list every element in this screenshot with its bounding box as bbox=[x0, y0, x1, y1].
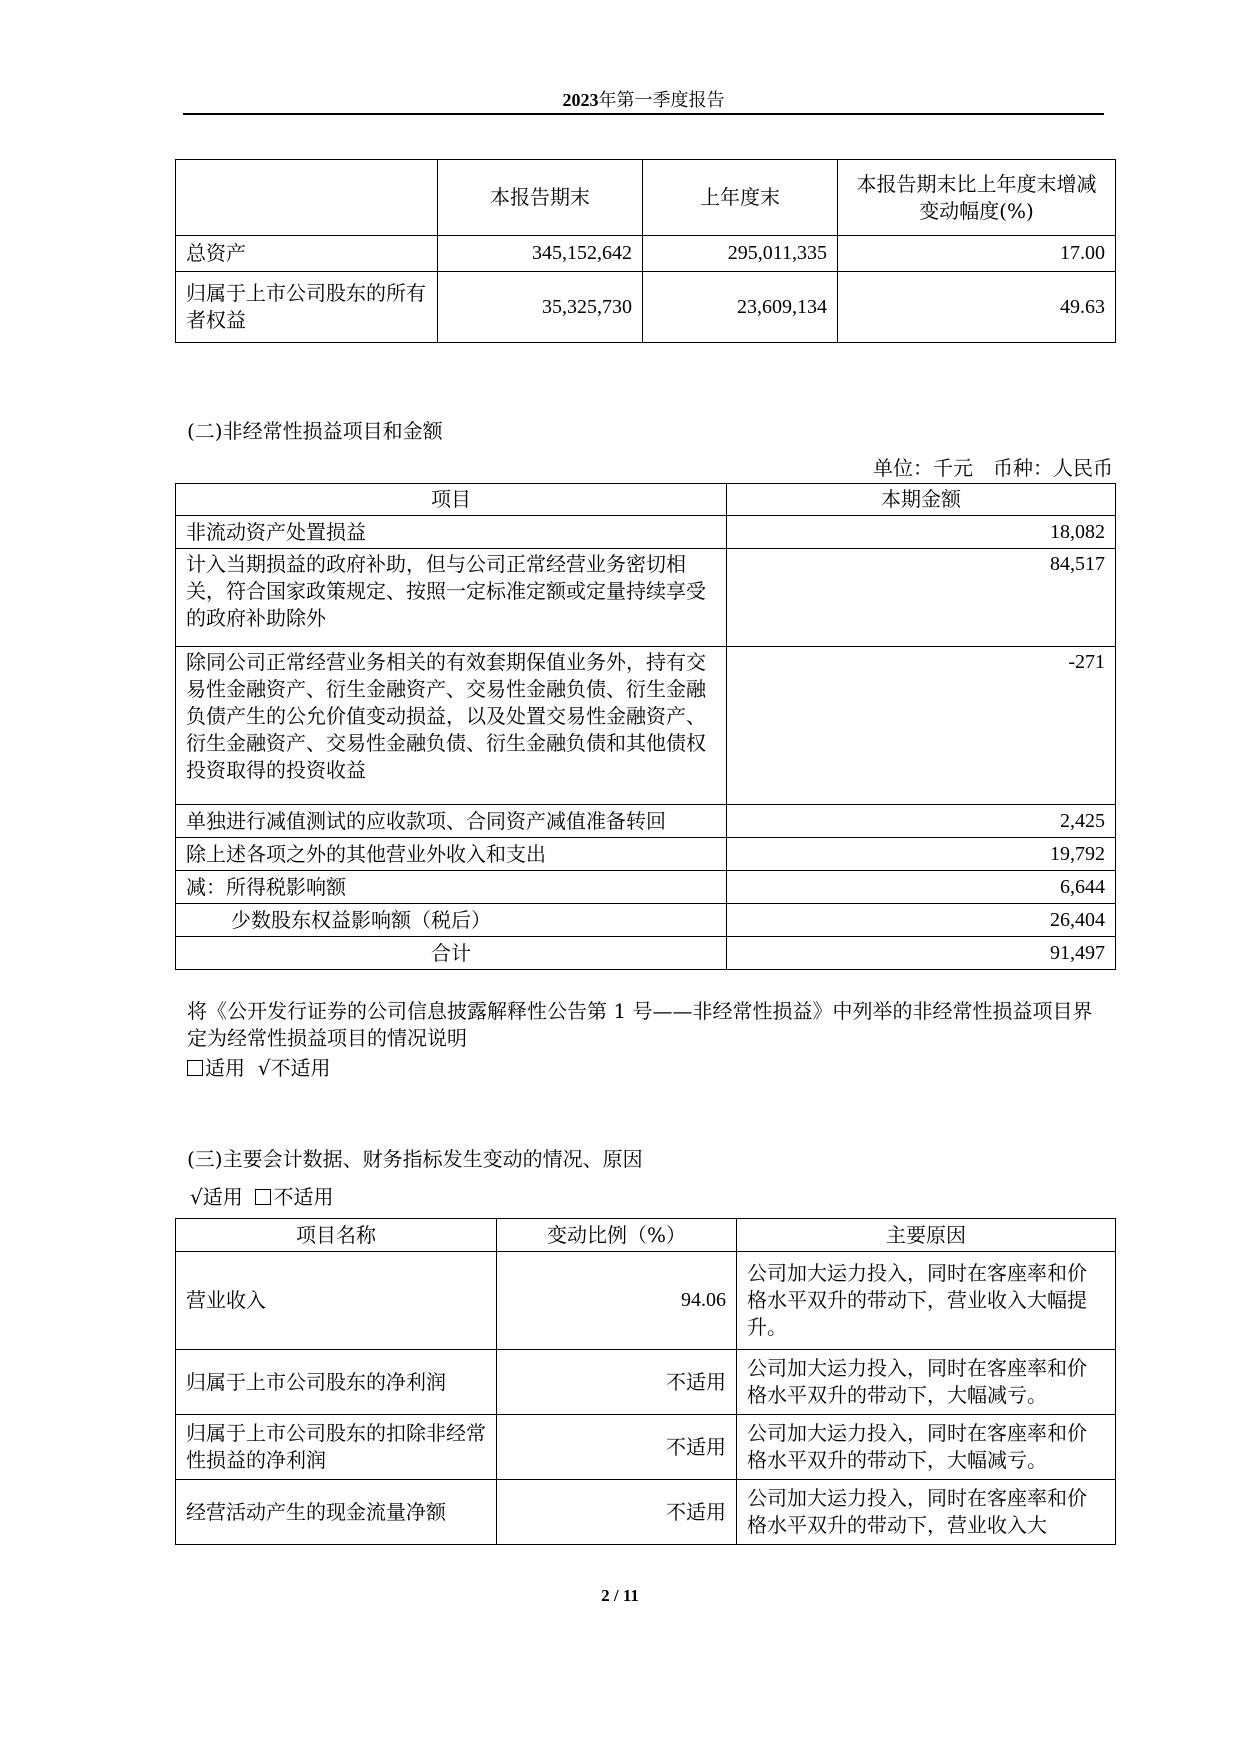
table-header-row bbox=[176, 160, 1116, 236]
change-ratio: 不适用 bbox=[497, 1415, 737, 1480]
table-header-cell: 上年度末 bbox=[643, 160, 838, 236]
change-reasons-table bbox=[175, 1218, 1116, 1545]
table-header-row bbox=[176, 1219, 1116, 1252]
option-not-applicable-checked: √不适用 bbox=[257, 1056, 331, 1080]
total-amount: 91,497 bbox=[727, 937, 1116, 970]
item-name: 营业收入 bbox=[176, 1252, 497, 1350]
table-row bbox=[176, 838, 1116, 871]
amount-cell: 18,082 bbox=[727, 516, 1116, 549]
table-row bbox=[176, 236, 1116, 272]
report-year: 2023 bbox=[562, 90, 599, 110]
table-row bbox=[176, 805, 1116, 838]
item-name: 经营活动产生的现金流量净额 bbox=[176, 1480, 497, 1545]
table-row bbox=[176, 1480, 1116, 1545]
change-ratio: 不适用 bbox=[497, 1350, 737, 1415]
value-cell: 49.63 bbox=[838, 272, 1116, 343]
amount-cell: 6,644 bbox=[727, 871, 1116, 904]
item-label: 计入当期损益的政府补助，但与公司正常经营业务密切相关，符合国家政策规定、按照一定标准定额或定量持续享受的政府补助除外 bbox=[176, 549, 727, 647]
table-row bbox=[176, 516, 1116, 549]
main-reason: 公司加大运力投入，同时在客座率和价格水平双升的带动下，营业收入大 bbox=[737, 1480, 1116, 1545]
change-ratio: 94.06 bbox=[497, 1252, 737, 1350]
table-header-cell: 项目 bbox=[176, 484, 727, 516]
report-title: 年第一季度报告 bbox=[598, 90, 725, 111]
value-cell: 17.00 bbox=[838, 236, 1116, 272]
item-label: 单独进行减值测试的应收款项、合同资产减值准备转回 bbox=[176, 805, 727, 838]
row-label: 总资产 bbox=[176, 236, 438, 272]
page-number: 2 / 11 bbox=[601, 1586, 639, 1605]
section-title: (二)非经常性损益项目和金额 bbox=[187, 419, 443, 443]
reclassification-note: 将《公开发行证券的公司信息披露解释性公告第 1 号——非经常性损益》中列举的非经常性损益项目界定为经常性损益项目的情况说明 bbox=[187, 999, 1093, 1050]
applicability-options bbox=[190, 1184, 333, 1211]
table-header-cell: 本报告期末比上年度末增减变动幅度(%) bbox=[838, 160, 1116, 236]
item-label: 少数股东权益影响额（税后） bbox=[176, 904, 727, 937]
applicability-options bbox=[187, 1055, 330, 1082]
total-label: 合计 bbox=[176, 937, 727, 970]
amount-cell: 19,792 bbox=[727, 838, 1116, 871]
option-applicable: 适用 bbox=[205, 1056, 245, 1080]
checkbox-icon bbox=[187, 1060, 203, 1076]
amount-cell: 84,517 bbox=[727, 549, 1116, 647]
balance-summary-table bbox=[175, 159, 1116, 343]
item-label: 非流动资产处置损益 bbox=[176, 516, 727, 549]
table-row bbox=[176, 871, 1116, 904]
total-row bbox=[176, 937, 1116, 970]
item-label: 减：所得税影响额 bbox=[176, 871, 727, 904]
value-cell: 295,011,335 bbox=[643, 236, 838, 272]
non-recurring-items-table bbox=[175, 483, 1116, 970]
option-not-applicable: 不适用 bbox=[273, 1185, 334, 1209]
change-ratio: 不适用 bbox=[497, 1480, 737, 1545]
section-title: (三)主要会计数据、财务指标发生变动的情况、原因 bbox=[187, 1147, 643, 1171]
table-header-row bbox=[176, 484, 1116, 516]
table-row bbox=[176, 1415, 1116, 1480]
table-row bbox=[176, 1252, 1116, 1350]
header-divider bbox=[183, 113, 1104, 115]
value-cell: 35,325,730 bbox=[438, 272, 643, 343]
item-label: 除同公司正常经营业务相关的有效套期保值业务外，持有交易性金融资产、衍生金融资产、交易性金融负债、衍生金融负债产生的公允价值变动损益，以及处置交易性金融资产、衍生金融资产、交易性金融负债、衍生金融负债和其他债权投资取得的投资收益 bbox=[176, 647, 727, 805]
option-applicable-checked: √适用 bbox=[190, 1185, 243, 1209]
main-reason: 公司加大运力投入，同时在客座率和价格水平双升的带动下，营业收入大幅提升。 bbox=[737, 1252, 1116, 1350]
amount-cell: 2,425 bbox=[727, 805, 1116, 838]
main-reason: 公司加大运力投入，同时在客座率和价格水平双升的带动下，大幅减亏。 bbox=[737, 1415, 1116, 1480]
table-header-cell: 项目名称 bbox=[176, 1219, 497, 1252]
table-row bbox=[176, 904, 1116, 937]
item-name: 归属于上市公司股东的扣除非经常性损益的净利润 bbox=[176, 1415, 497, 1480]
table-header-cell: 主要原因 bbox=[737, 1219, 1116, 1252]
table-header-cell: 变动比例（%） bbox=[497, 1219, 737, 1252]
table-row bbox=[176, 647, 1116, 805]
table-header-cell: 本期金额 bbox=[727, 484, 1116, 516]
table-header-cell bbox=[176, 160, 438, 236]
value-cell: 345,152,642 bbox=[438, 236, 643, 272]
table-row bbox=[176, 549, 1116, 647]
item-name: 归属于上市公司股东的净利润 bbox=[176, 1350, 497, 1415]
unit-label: 单位：千元 币种：人民币 bbox=[873, 456, 1113, 480]
item-label: 除上述各项之外的其他营业外收入和支出 bbox=[176, 838, 727, 871]
page-header bbox=[183, 88, 1104, 113]
value-cell: 23,609,134 bbox=[643, 272, 838, 343]
amount-cell: 26,404 bbox=[727, 904, 1116, 937]
table-row bbox=[176, 1350, 1116, 1415]
checkbox-icon bbox=[255, 1189, 271, 1205]
main-reason: 公司加大运力投入，同时在客座率和价格水平双升的带动下，大幅减亏。 bbox=[737, 1350, 1116, 1415]
row-label: 归属于上市公司股东的所有者权益 bbox=[176, 272, 438, 343]
table-header-cell: 本报告期末 bbox=[438, 160, 643, 236]
amount-cell: -271 bbox=[727, 647, 1116, 805]
table-row bbox=[176, 272, 1116, 343]
